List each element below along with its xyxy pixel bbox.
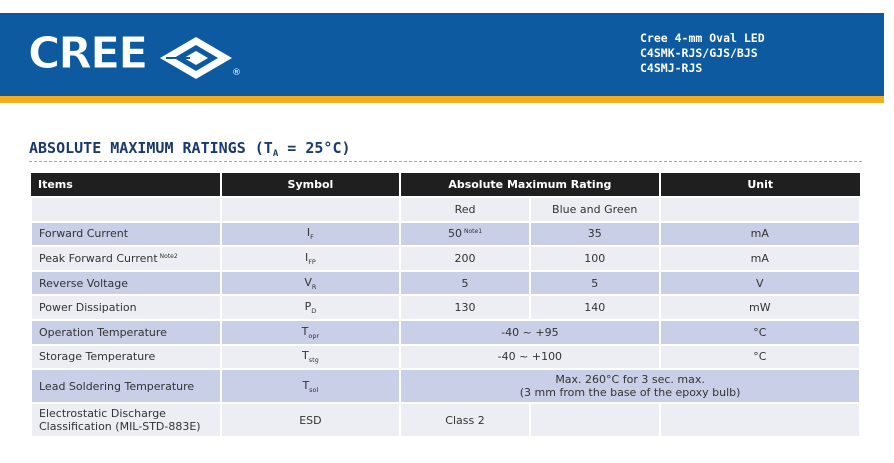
logo-wordmark: CREE: [28, 28, 147, 79]
row-unit: V: [660, 271, 860, 296]
row-red: 200: [400, 246, 530, 271]
row-symbol: $P_D$: [221, 295, 401, 320]
table-subheader-row: [31, 197, 860, 222]
row-item: Forward Current: [31, 222, 221, 247]
table-row: [31, 403, 860, 437]
row-unit: mW: [660, 295, 860, 320]
table-cell: [660, 403, 860, 437]
subheader-red: Red: [400, 197, 530, 222]
row-blue-green: 35: [530, 222, 660, 247]
row-symbol: $I_{FP}$: [221, 246, 401, 271]
table-cell: [530, 403, 660, 437]
registered-mark: ®: [232, 68, 241, 78]
row-blue-green: 5: [530, 271, 660, 296]
title-end: = 25°C): [278, 139, 351, 157]
row-red: 5: [400, 271, 530, 296]
note-marker: Note2: [159, 252, 178, 260]
row-item: Lead Soldering Temperature: [31, 369, 221, 403]
row-unit: mA: [660, 222, 860, 247]
row-blue-green: 100: [530, 246, 660, 271]
product-line-2: C4SMK-RJS/GJS/BJS: [640, 46, 758, 60]
row-blue-green: 140: [530, 295, 660, 320]
ratings-table: [30, 173, 861, 438]
subheader-blue-green: Blue and Green: [530, 197, 660, 222]
esd-line-1: Electrostatic Discharge: [39, 407, 166, 421]
section-title: [29, 139, 351, 159]
header-gold-stripe: [0, 96, 884, 103]
product-line-1: Cree 4-mm Oval LED: [640, 31, 765, 45]
row-rating-merged: -40 ~ +95: [400, 320, 659, 345]
row-red: 50 $^{Note1}$: [400, 222, 530, 247]
esd-line-2: Classification (MIL-STD-883E): [39, 420, 201, 434]
row-red: Class 2: [400, 403, 530, 437]
row-unit: °C: [660, 345, 860, 370]
row-item: Operation Temperature: [31, 320, 221, 345]
table-row: [31, 369, 860, 403]
row-symbol: $V_R$: [221, 271, 401, 296]
row-rating-merged: -40 ~ +100: [400, 345, 659, 370]
row-item: Peak Forward Current $^{Note2}$: [31, 246, 221, 271]
note-marker: Note1: [464, 228, 483, 236]
table-cell: [31, 197, 221, 222]
title-main: ABSOLUTE MAXIMUM RATINGS (T: [29, 139, 273, 157]
table-header-row: [31, 173, 860, 197]
row-item: Power Dissipation: [31, 295, 221, 320]
row-symbol: ESD: [221, 403, 401, 437]
header-unit: Unit: [660, 173, 860, 197]
row-unit: °C: [660, 320, 860, 345]
row-symbol: $T_{opr}$: [221, 320, 401, 345]
product-line-3: C4SMJ-RJS: [640, 61, 703, 75]
table-row: [31, 271, 860, 296]
soldering-line-2: (3 mm from the base of the epoxy bulb): [519, 386, 741, 400]
table-cell: [221, 197, 401, 222]
row-unit: mA: [660, 246, 860, 271]
table-row: [31, 222, 860, 247]
title-subscript: A: [272, 149, 279, 159]
table-row: [31, 345, 860, 370]
row-item: Storage Temperature: [31, 345, 221, 370]
header-items: Items: [31, 173, 221, 197]
row-symbol: $T_{stg}$: [221, 345, 401, 370]
soldering-line-1: Max. 260°C for 3 sec. max.: [555, 373, 705, 387]
cree-diamond-icon: [160, 36, 232, 80]
table-cell: [660, 197, 860, 222]
row-rating-merged: [400, 369, 860, 403]
header-symbol: Symbol: [221, 173, 401, 197]
table-row: [31, 320, 860, 345]
product-name: [640, 31, 765, 76]
row-item: Reverse Voltage: [31, 271, 221, 296]
row-red: 130: [400, 295, 530, 320]
table-row: [31, 295, 860, 320]
header-rating: Absolute Maximum Rating: [400, 173, 659, 197]
row-symbol: $I_F$: [221, 222, 401, 247]
row-symbol: $T_{sol}$: [221, 369, 401, 403]
row-item: [31, 403, 221, 437]
title-divider: [29, 161, 862, 162]
table-row: [31, 246, 860, 271]
